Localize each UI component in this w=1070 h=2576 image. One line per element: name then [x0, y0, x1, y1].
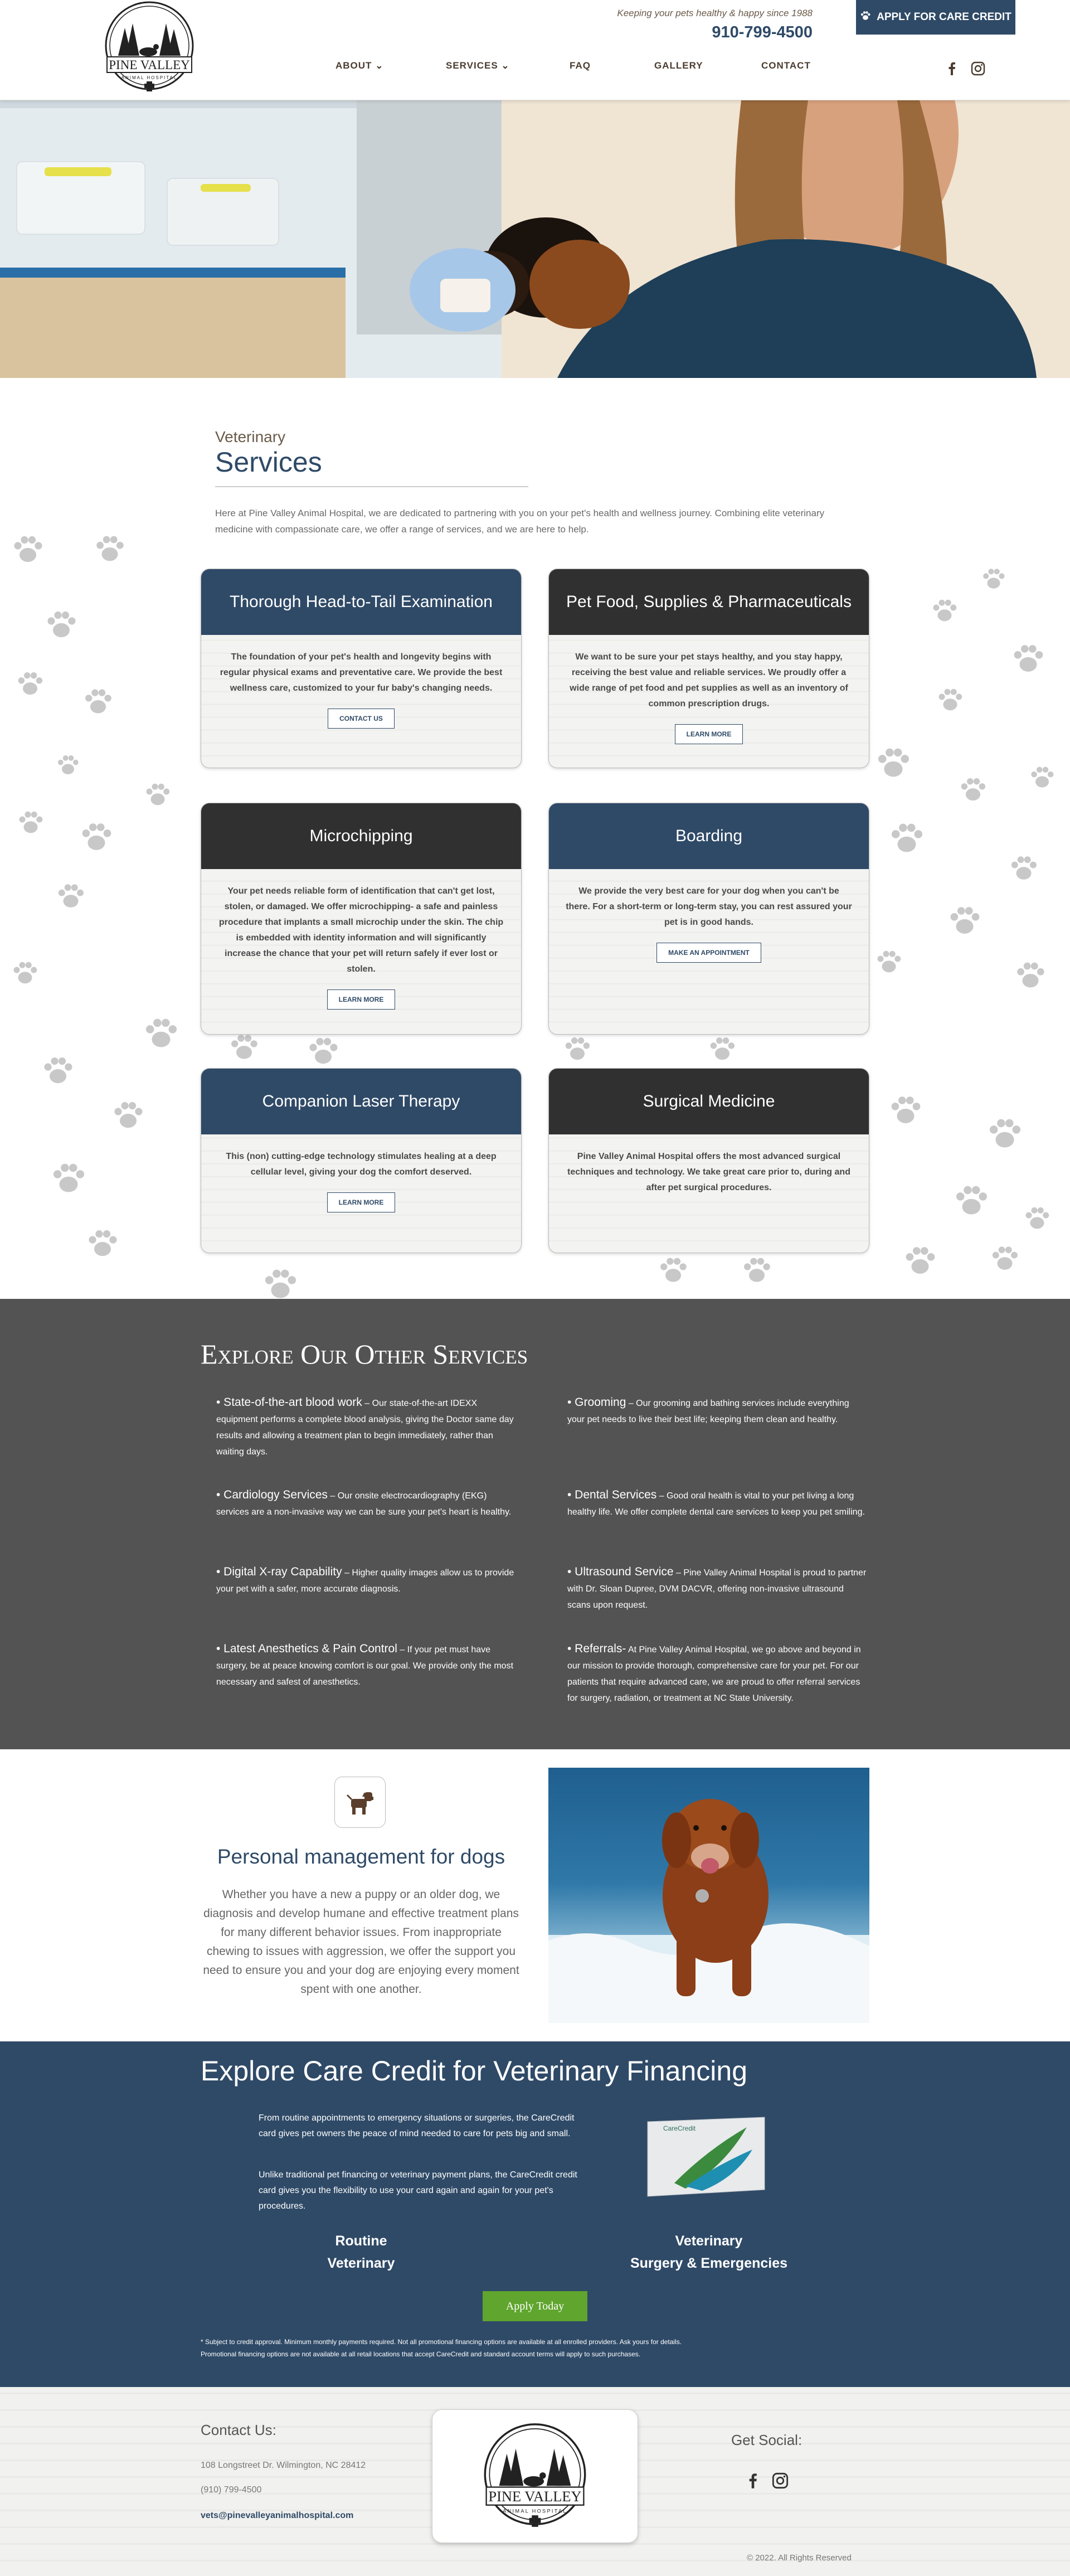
chevron-down-icon: ⌄	[375, 60, 384, 71]
paw-icon	[1009, 853, 1039, 883]
label-line: Surgery & Emergencies	[630, 2255, 788, 2271]
services-intro: Here at Pine Valley Animal Hospital, we are dedicated to partnering with you on your pet's health and wellness journey. Combining elite veterinary medicine with compassionate care, we offer a range of services, and we are here to help.	[215, 508, 825, 535]
chevron-down-icon: ⌄	[501, 60, 510, 71]
item-text: – Good oral health is vital to your pet living a long healthy life. We offer complete dental care services to keep you pet smiling.	[567, 1491, 865, 1517]
paw-icon	[1014, 959, 1047, 991]
service-card-exam	[201, 569, 522, 768]
svg-text:PINE VALLEY: PINE VALLEY	[488, 2487, 582, 2505]
other-service-item	[216, 1395, 517, 1460]
nav-faq[interactable]: FAQ	[570, 60, 591, 71]
services-eyebrow: Veterinary	[215, 428, 286, 445]
card-text: We provide the very best care for your dog when you can't be there. For a short-term or long-term stay, you can rest assured your pet is in good hands.	[566, 886, 852, 927]
item-text: – Higher quality images allow us to provide your pet with a safer, more accurate diagnosis.	[216, 1568, 514, 1594]
footer-email-link[interactable]: vets@pinevalleyanimalhospital.com	[201, 2511, 354, 2520]
site-footer	[0, 2387, 1070, 2576]
make-appointment-button[interactable]: MAKE AN APPOINTMENT	[656, 943, 761, 963]
item-name: • Latest Anesthetics & Pain Control	[216, 1642, 397, 1655]
paw-icon	[875, 744, 912, 781]
paw-icon	[947, 903, 982, 938]
item-name: • Ultrasound Service	[567, 1565, 674, 1578]
contact-us-button[interactable]: CONTACT US	[328, 709, 395, 729]
card-title: Microchipping	[201, 803, 521, 869]
paw-icon	[1029, 764, 1056, 790]
hero-image	[0, 100, 1070, 378]
other-service-item	[216, 1564, 517, 1597]
paw-icon	[990, 1243, 1020, 1273]
card-text: The foundation of your pet's health and longevity begins with regular physical exams and preventative care. We provide the best wellness care, customized to your fur baby's changing needs.	[220, 652, 503, 693]
paw-icon	[741, 1254, 772, 1285]
label-routine-veterinary	[294, 2230, 428, 2274]
site-header	[0, 0, 1070, 100]
paw-icon	[86, 1226, 119, 1260]
dog-icon	[334, 1777, 386, 1828]
card-text: We want to be sure your pet stays healthy, and you stay happy, receiving the best value and reliable services. We proudly offer a wide range of pet food and pet supplies as well as an inventory of common prescription drugs.	[570, 652, 848, 709]
dog-on-beach-photo	[548, 1768, 869, 2023]
paw-icon	[307, 1034, 340, 1068]
paw-icon	[94, 532, 126, 565]
other-service-item	[567, 1564, 868, 1613]
paw-icon	[1023, 1204, 1051, 1232]
paw-icon	[262, 1265, 299, 1302]
label-line: Routine	[335, 2233, 387, 2249]
title-divider	[215, 486, 528, 487]
item-name: • Referrals-	[567, 1642, 626, 1655]
header-phone-link[interactable]: 910-799-4500	[712, 23, 813, 41]
paw-icon	[860, 10, 871, 25]
copyright: © 2022. All Rights Reserved	[747, 2553, 852, 2563]
card-text: Your pet needs reliable form of identification that can't get lost, stolen, or damaged. We offer microchipping- a safe and painless procedure that implants a small microchip under the skin. The chip is embedded with identity information and will significantly increase the chance that your pet will return safely if ever lost or stolen.	[218, 886, 504, 974]
care-credit-disclaimer	[201, 2336, 814, 2360]
paw-icon	[708, 1034, 737, 1063]
paw-icon	[658, 1254, 689, 1285]
footer-logo[interactable]	[432, 2409, 638, 2543]
card-title: Surgical Medicine	[549, 1069, 869, 1134]
paw-icon	[50, 1160, 87, 1196]
service-card-pet-food	[548, 569, 869, 768]
nav-contact[interactable]: CONTACT	[761, 60, 811, 71]
item-text: – Pine Valley Animal Hospital is proud to partner with Dr. Sloan Dupree, DVM DACVR, offering non-invasive ultrasound scans upon request.	[567, 1568, 867, 1610]
service-card-boarding	[548, 803, 869, 1035]
item-name: • Dental Services	[567, 1488, 657, 1501]
care-credit-section	[0, 2041, 1070, 2387]
card-text: This (non) cutting-edge technology stimulates healing at a deep cellular level, giving your dog the comfort deserved.	[226, 1152, 497, 1177]
paw-icon	[228, 1031, 260, 1063]
card-title: Companion Laser Therapy	[201, 1069, 521, 1134]
site-logo[interactable]	[94, 0, 205, 95]
service-card-surgical	[548, 1068, 869, 1253]
learn-more-button[interactable]: LEARN MORE	[327, 989, 396, 1010]
item-name: • Cardiology Services	[216, 1488, 328, 1501]
service-card-microchipping	[201, 803, 522, 1035]
facebook-icon[interactable]	[745, 2471, 761, 2491]
item-text: – Our grooming and bathing services include everything your pet needs to live their best life; keeping them clean and healthy.	[567, 1399, 849, 1424]
paw-icon	[981, 566, 1006, 591]
tagline: Keeping your pets healthy & happy since 1988	[617, 8, 813, 18]
paw-icon	[936, 686, 964, 714]
item-text: – Our onsite electrocardiography (EKG) services are a non-invasive way we can be sure your pet's heart is healthy.	[216, 1491, 512, 1517]
social-heading: Get Social:	[731, 2432, 802, 2448]
care-credit-paragraph-2: Unlike traditional pet financing or veterinary payment plans, the CareCredit credit card gives you the flexibility to use your card again and again for your pet's procedures.	[259, 2170, 577, 2211]
care-credit-title: Explore Care Credit for Veterinary Financing	[201, 2055, 748, 2087]
card-text: Pine Valley Animal Hospital offers the most advanced surgical techniques and technology. We take great care prior to, during and after pet surgical procedures.	[567, 1152, 850, 1192]
care-credit-paragraph-1: From routine appointments to emergency situations or surgeries, the CareCredit card gives pet owners the peace of mind needed to care for pets big and small.	[259, 2113, 575, 2138]
paw-icon	[953, 1182, 990, 1219]
other-service-item	[567, 1395, 868, 1428]
item-name: • State-of-the-art blood work	[216, 1396, 362, 1409]
care-credit-card-image	[641, 2116, 769, 2197]
services-title: Services	[215, 447, 322, 478]
svg-text:ANIMAL HOSPITAL: ANIMAL HOSPITAL	[503, 2508, 567, 2514]
card-title: Pet Food, Supplies & Pharmaceuticals	[549, 569, 869, 635]
card-title: Boarding	[549, 803, 869, 869]
paw-icon	[931, 596, 959, 624]
other-service-item	[567, 1487, 868, 1520]
label-line: Veterinary	[675, 2233, 743, 2249]
apply-today-button[interactable]: Apply Today	[483, 2291, 587, 2321]
instagram-icon[interactable]	[770, 2471, 790, 2491]
item-text: At Pine Valley Animal Hospital, we go above and beyond in our mission to provide thorough, comprehensive care for your pet. For our patients that require advanced care, we are proud to offer referral services for surgery, radiation, or treatment at NC State University.	[567, 1645, 861, 1703]
other-service-item	[216, 1641, 517, 1690]
paw-icon	[17, 808, 45, 836]
facebook-icon[interactable]	[943, 60, 960, 77]
label-line: Veterinary	[327, 2255, 395, 2271]
instagram-icon[interactable]	[970, 60, 986, 77]
paw-icon	[875, 948, 903, 976]
personal-management-title: Personal management for dogs	[217, 1845, 505, 1868]
nav-gallery[interactable]: GALLERY	[654, 60, 703, 71]
paw-icon	[888, 1093, 923, 1127]
footer-phone-link[interactable]: (910) 799-4500	[201, 2485, 262, 2495]
paw-icon	[143, 1015, 179, 1051]
footer-address: 108 Longstreet Dr. Wilmington, NC 28412	[201, 2461, 366, 2470]
paw-icon	[111, 1098, 145, 1132]
other-services-section	[0, 1299, 1070, 1749]
item-name: • Grooming	[567, 1396, 626, 1409]
paw-icon	[986, 1115, 1023, 1152]
nav-services[interactable]	[446, 60, 510, 71]
paw-icon	[45, 608, 78, 641]
paw-icon	[563, 1034, 592, 1063]
apply-care-credit-label: APPLY FOR CARE CREDIT	[877, 11, 1011, 23]
logo-graphic	[94, 0, 205, 95]
card-title: Thorough Head-to-Tail Examination	[201, 569, 521, 635]
paw-icon	[82, 686, 114, 717]
nav-about[interactable]	[335, 60, 383, 71]
disclaimer-line: Promotional financing options are not available at all retail locations that accept CareCredit and standard account terms will apply to such purchases.	[201, 2350, 641, 2358]
paw-icon	[56, 753, 80, 777]
svg-text:PINE VALLEY: PINE VALLEY	[109, 58, 190, 72]
learn-more-button[interactable]: LEARN MORE	[327, 1192, 396, 1212]
paw-icon	[16, 669, 45, 698]
paw-icon	[11, 959, 39, 987]
paw-icon	[79, 819, 114, 854]
nav-services-label: SERVICES	[446, 60, 498, 71]
other-service-item	[216, 1487, 517, 1520]
svg-text:CareCredit: CareCredit	[663, 2124, 696, 2132]
paw-icon	[959, 775, 988, 804]
paw-icon	[1011, 641, 1045, 676]
apply-care-credit-button[interactable]	[856, 0, 1015, 35]
paw-icon	[903, 1243, 937, 1278]
paw-icon	[56, 881, 86, 911]
svg-text:ANIMAL HOSPITAL: ANIMAL HOSPITAL	[121, 75, 178, 80]
paw-icon	[41, 1054, 75, 1087]
paw-icon	[11, 532, 45, 566]
paw-icon	[888, 819, 925, 856]
service-card-laser-therapy	[201, 1068, 522, 1253]
logo-graphic	[471, 2418, 599, 2535]
other-service-item	[567, 1641, 868, 1706]
label-surgery-emergencies	[614, 2230, 804, 2274]
learn-more-button[interactable]: LEARN MORE	[675, 724, 743, 744]
disclaimer-line: * Subject to credit approval. Minimum monthly payments required. Not all promotional financing options are available at all enrolled providers. Ask yours for details.	[201, 2338, 682, 2346]
paw-icon	[144, 780, 172, 808]
item-name: • Digital X-ray Capability	[216, 1565, 342, 1578]
contact-heading: Contact Us:	[201, 2422, 276, 2438]
nav-about-label: ABOUT	[335, 60, 372, 71]
personal-management-text: Whether you have a new a puppy or an older dog, we diagnosis and develop humane and effective treatment plans for many different behavior issues. From inappropriate chewing to issues with aggression, we offer the support you need to ensure you and your dog are enjoying every moment spent with one another.	[203, 1888, 519, 1996]
other-services-title: Explore Our Other Services	[201, 1338, 528, 1370]
item-text: – Our state-of-the-art IDEXX equipment performs a complete blood analysis, giving the Doctor same day results and allowing a treatment plan to begin immediately, rather than waiting days.	[216, 1399, 514, 1457]
vet-with-dog-photo	[0, 100, 1070, 378]
item-text: – If your pet must have surgery, be at peace knowing comfort is our goal. We provide only the most necessary and safest of anesthetics.	[216, 1645, 514, 1687]
